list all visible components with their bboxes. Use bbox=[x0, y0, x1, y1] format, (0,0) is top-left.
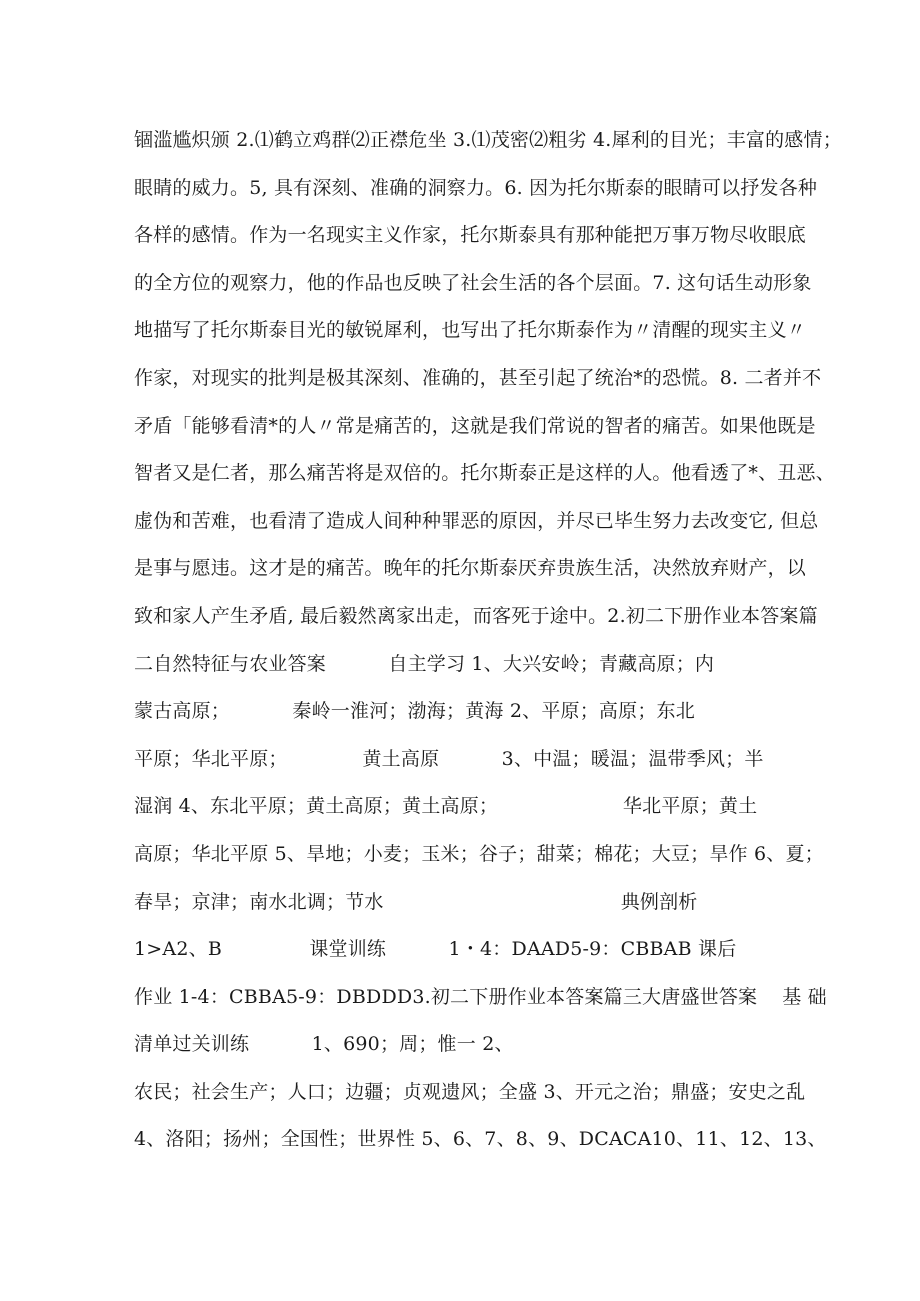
text-line-13: 蒙古高原； 秦岭一淮河；渤海；黄海 2、平原；高原；东北 bbox=[134, 700, 695, 723]
text-line-8: 智者又是仁者，那么痛苦将是双倍的。托尔斯泰正是这样的人。他看透了*、丑恶、 bbox=[134, 462, 835, 485]
text-line-11: 致和家人产生矛盾, 最后毅然离家出走，而客死于途中。2.初二下册作业本答案篇 bbox=[134, 604, 818, 627]
text-line-14: 平原；华北平原； 黄土高原 3、中温；暖温；温带季风；半 bbox=[134, 747, 764, 770]
text-line-10: 是事与愿违。这才是的痛苦。晚年的托尔斯泰厌弃贵族生活，决然放弃财产，以 bbox=[134, 557, 807, 580]
text-line-16: 高原；华北平原 5、旱地；小麦；玉米；谷子；甜菜；棉花；大豆；旱作 6、夏； bbox=[134, 842, 824, 865]
text-line-2: 眼睛的威力。5, 具有深刻、准确的洞察力。6. 因为托尔斯泰的眼睛可以抒发各种 bbox=[134, 176, 818, 199]
text-line-5: 地描写了托尔斯泰目光的敏锐犀利，也写出了托尔斯泰作为〃清醒的现实主义〃 bbox=[134, 319, 807, 342]
text-line-9: 虚伪和苦难，也看清了造成人间种种罪恶的原因，并尽已毕生努力去改变它, 但总 bbox=[134, 509, 819, 532]
text-line-17: 春旱；京津；南水北调；节水 典例剖析 bbox=[134, 890, 698, 913]
text-line-15: 湿润 4、东北平原；黄土高原；黄土高原； 华北平原；黄土 bbox=[134, 795, 758, 818]
text-line-22: 4、洛阳；扬州；全国性；世界性 5、6、7、8、9、DCACA10、11、12、13、 bbox=[134, 1128, 827, 1151]
text-line-12: 二自然特征与农业答案 自主学习 1、大兴安岭；青藏高原；内 bbox=[134, 652, 715, 675]
text-line-1: 锢滥尴炽颁 2.⑴鹤立鸡群⑵正襟危坐 3.⑴茂密⑵粗劣 4.犀利的目光；丰富的感情； bbox=[134, 129, 842, 151]
text-line-3: 各样的感情。作为一名现实主义作家，托尔斯泰具有那种能把万事万物尽收眼底 bbox=[134, 224, 807, 247]
text-line-4: 的全方位的观察力，他的作品也反映了社会生活的各个层面。7. 这句话生动形象 bbox=[134, 271, 812, 294]
text-line-19: 作业 1-4：CBBA5-9：DBDDD3.初二下册作业本答案篇三大唐盛世答案 基 础 bbox=[134, 985, 827, 1008]
text-line-18: 1>A2、B 课堂训练 1・4：DAAD5-9：CBBAB 课后 bbox=[134, 938, 737, 961]
text-line-21: 农民；社会生产；人口；边疆；贞观遗风；全盛 3、开元之治；鼎盛；安史之乱 bbox=[134, 1080, 806, 1103]
text-line-6: 作家，对现实的批判是极其深刻、准确的，甚至引起了统治*的恐慌。8. 二者并不 bbox=[134, 366, 822, 389]
text-line-20: 清单过关训练 1、690；周；惟一 2、 bbox=[134, 1033, 514, 1056]
document-text-body bbox=[134, 117, 842, 1164]
text-line-7: 矛盾「能够看清*的人〃常是痛苦的，这就是我们常说的智者的痛苦。如果他既是 bbox=[134, 414, 816, 437]
